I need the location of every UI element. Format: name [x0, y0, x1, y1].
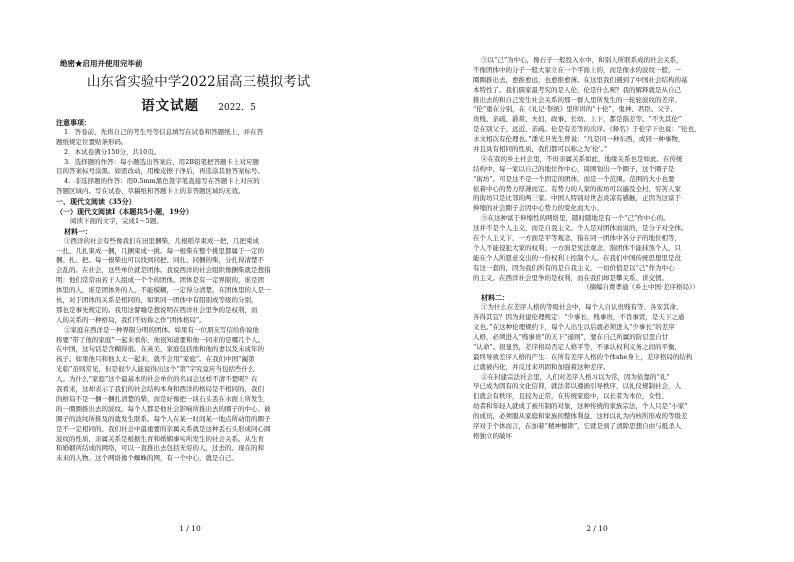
text-line: 的街坊只是比邻的两三家。中国人特别对世态炎凉有感触，正因为这富于	[473, 194, 681, 203]
text-line: 人格，必须进入“贱事贵”的天下“通则”，要在自己所属的阶层里自甘	[473, 332, 669, 341]
text-line: 将要“带了他的家庭”一起来看你，他很知道要和他一同来的是哪几个人。	[56, 335, 265, 344]
text-line: 圈子的波纹所推及的就发生联系。每个人在某一时间某一地点所动用的圈子	[56, 414, 271, 423]
text-line: 2．本试卷满分150分，共10页。	[64, 147, 161, 156]
text-line: 和婚姻所结成的网络，可以一直推出去包括无穷的人，过去的、现在的和	[56, 444, 264, 453]
text-line: 伙，对于团体的关系是相同的，如果同一团体中有组别或等级的分别，	[56, 296, 258, 305]
text-line: 是不一定相同的。我们社会中最重要的亲属关系就是这种丢石头形成同心圆	[56, 424, 271, 433]
text-line: 孩子。如果他只和他太太一起来，就不会用“家庭”。在我们中国“阖第	[56, 355, 255, 364]
text-line: 贵贱、亲疏、爵赏、夫妇、政事、长幼、上下，都是指差等。“不失其伦”	[473, 115, 682, 124]
text-line: 圈圈推出去，愈推愈远，也愈推愈薄。在这里我们遇到了中国社会结构的基	[473, 75, 688, 84]
text-line: ②在封建宗法社会里，人们对差序人格习以为常，因为依靠的“礼”	[481, 372, 670, 381]
text-line: 各得其宜？因为封建伦理规定：“少事长，贱事贵，不肖事贤，是天下之通	[473, 313, 685, 322]
text-line: 本特性了。我们儒家最考究的是人伦，伦是什么呢？我的解释就是从自己	[473, 85, 681, 94]
text-line: 伸缩的社会圈子会因中心势力的变化而大小。	[473, 204, 603, 213]
text-line: ②家庭在西洋是一种界限分明的团体。如果有一位朋友写信给你说他	[64, 325, 259, 334]
text-line: 目的答案标号涂黑。如需改动，用橡皮擦干净后，再选涂其他答案标号。	[56, 167, 264, 176]
text-line: 能在个人所愿意交出的一份权利上控制个人。在我们中国传统思想里是没	[473, 253, 681, 262]
text-line: ①西洋的社会有些像我们在田里捆柴，几根稻草束成一把，几把束成	[64, 236, 259, 245]
exam-date: 2022．5	[218, 103, 256, 113]
text-line: 波纹的性质，亲属关系是根据生育和婚姻事实所发生的社会关系。从生育	[56, 434, 264, 443]
text-line: ③以“己”为中心，像石子一般投入水中，和别人所联系成的社会关系，	[481, 56, 683, 64]
text-line: 捆、扎、把。每一根柴也可以找到同把、同扎、同捆的柴，分扎得清楚不	[56, 256, 264, 265]
text-line: 题纸规定位置贴条形码。	[56, 137, 128, 146]
text-line: 光临”虽则常见，但是很少人能说得出这个“第”字究竟应当包括些什么	[56, 365, 255, 374]
text-line: 已就被内化，并反过来巩固和加强着这种差序。	[473, 362, 610, 371]
text-line: 格独立的破坏	[473, 431, 512, 440]
text-line: 明：他们常常由若干人组成一个个的团体。团体是有一定界限的，谁是团	[56, 276, 264, 285]
text-line: 水文相次有伦理也。”潘光旦先生曾说：“凡是同一种东西，或同一种事物，	[473, 135, 685, 144]
text-line: 最终导致差序人格的产生：在所有差序人格的个体she身上，差序格局的结构	[473, 352, 693, 361]
text-line: 人。为什么“家庭”这个最基本的社会单位的名词会这样不清不楚呢？在	[56, 375, 258, 384]
text-line: 答题区域内。写在试卷、草稿纸和答题卡上的非答题区域均无效。	[56, 187, 245, 196]
text-line: 义也。”在这种伦理规约下，每个人出生以后就必须进入“少事长”的差序	[473, 323, 675, 332]
text-line: 的格局不是一捆一捆扎清楚的柴，而是好像把一块石头丢在水面上所发生	[56, 394, 264, 403]
text-line: 会乱的。在社会，这些单位就是团体。我说西洋的社会组织像捆柴就是想指	[56, 266, 271, 275]
text-line: 幼者和年轻人就成了被压制的对象，这种传统的家族宗法，个人只是“小家”	[473, 402, 688, 411]
page-number-left: 1 / 10	[179, 524, 201, 533]
text-line: ④在我的乡土社会里，不但亲属关系如此，地缘关系也是如此。在传统	[481, 154, 683, 163]
text-line: 们就会有秩序，且较为正常，在传统家庭中，以长者为本位，女性、	[473, 392, 668, 401]
text-line: 早已成为固有的文化信仰，就法者以遵循引导秩序，以礼仪规制社会，人	[473, 382, 681, 391]
text-line: 推出去的和自己发生社会关系的那一群人里所发生的一轮轮波纹的差序。	[473, 95, 681, 104]
text-line: 4．非选择题的作答：用0.5mm黑色签字笔直接写在答题卡上对应的	[64, 177, 260, 186]
text-line: （摘编自费孝通《乡土中国·差序格局》）	[583, 283, 699, 292]
text-line: 的一圈圈推出去的波纹。每个人都是他社会影响所推出去的圈子的中心。被	[56, 404, 271, 413]
text-line: 依着中心的势力厚薄而定。有势力的人家的街坊可以遍及全村，穷苦人家	[473, 184, 681, 193]
left-body-text	[56, 118, 346, 518]
text-line: 材料一：	[64, 226, 92, 236]
school-exam-heading: 山东省实验中学2022届高三模拟考试	[86, 74, 311, 90]
text-line: 注意事项：	[56, 118, 91, 127]
text-line: 结构中，每一家以自己的地位作中心，周围划出一个圈子，这个圈子是	[473, 164, 675, 173]
text-line: （一）现代文阅读Ⅰ（本题共5小题，19分）	[56, 207, 193, 217]
text-line: ⑤在这种富于伸缩性的网络里，随时随地是有一个“己”作中心的。	[481, 214, 670, 223]
text-line: 在个人主义下，一方面是平等观念，指在同一团体中各分子的地位相等，	[473, 234, 681, 243]
text-line: 一、现代文阅读（35分）	[56, 197, 136, 207]
text-line: 的成员，必须服从家庭和家族的整体利益，这样以礼为内核所形成的等级差	[473, 412, 688, 421]
text-line: ①为什么在差序人格的等级社会中，每个人自认贵贱有等、各安其命、	[481, 303, 683, 312]
text-line: 个人不能侵犯大家的权利；一方面是宪法观念，指团体不能抹煞个人，只	[473, 243, 681, 252]
text-line: 并且具有相同的性质，我们都可以称之为‘伦’。”	[473, 145, 608, 154]
text-line: 这并不是个人主义，而是自我主义。个人是对团体而说的，是分子对全体。	[473, 224, 688, 233]
text-line: 未来的人物。这个网络像个蜘蛛的网，有一个中心，就是自己。	[56, 454, 238, 463]
text-line: 体里的人，谁是团体外的人，不能模糊，一定得分清楚。在团体里的人是一	[56, 286, 271, 295]
text-line: 的主义。在西洋社会里争的是权利，而在我们却是攀关系、讲交情。	[473, 273, 668, 282]
text-line: 在中国，这句话是含糊得很。在英美，家庭包括他和他的妻以及未成年的	[56, 345, 264, 354]
page-right	[397, 0, 794, 562]
text-line: 是在别父子、远近、亲疏。伦是有差等的次序。《释名》于伦字下也说：“伦也，	[473, 125, 701, 134]
text-line: 一扎，几扎束成一捆，几捆束成一挑。每一根柴在整个挑里都属于一定的	[56, 246, 264, 255]
text-line: 3．选择题的作答：每小题选出答案后，用2B铅笔把答题卡上对应题	[64, 157, 260, 166]
exam-title	[0, 94, 397, 114]
text-line: 那也是事先规定的。我用这譬喻是想说明在西洋社会里争的是权利，而	[56, 305, 258, 314]
text-line: 不像团体中的分子一般大家立在一个平面上的，而是像水的波纹一般，一	[473, 65, 681, 74]
text-line: “认命”。很显然，差序格局否定人格平等，不承认权利义务之间的平衡，	[473, 342, 682, 351]
page-number-right: 2 / 10	[586, 524, 608, 533]
right-body-text	[473, 56, 773, 526]
subject-title: 语文试题	[141, 98, 200, 114]
text-line: 人的关系的一种格局，我们不妨称之作“团体格局”。	[56, 315, 206, 324]
text-line: “街坊”。可是这不是一个固定的团体，而是一个范围。范围的大小也要	[473, 174, 675, 183]
text-line: “伦”重在分别，在《礼记·祭统》里所讲的“十伦”，鬼神、君臣、父子、	[473, 105, 677, 114]
confidential-mark: 绝密★启用并使用完毕前	[60, 59, 143, 68]
text-line: 序对于个体而言，在加着“精神枷锁”，它就是到了清除思想自由与抵杀人	[473, 421, 682, 430]
text-line: 材料二：	[481, 293, 509, 303]
text-line: 我看来，这却表示了我们的社会结构本身和西洋的格局是不相同的，我们	[56, 385, 264, 394]
text-line: 1．答卷前，先将自己的考生号等信息填写在试卷和答题纸上，并在答	[64, 127, 264, 136]
text-line: 阅读下面的文字，完成1～5题。	[70, 216, 163, 225]
text-line: 有这一套的，因为我们所有的是自我主义，一切价值是以“己”作为中心	[473, 263, 675, 272]
